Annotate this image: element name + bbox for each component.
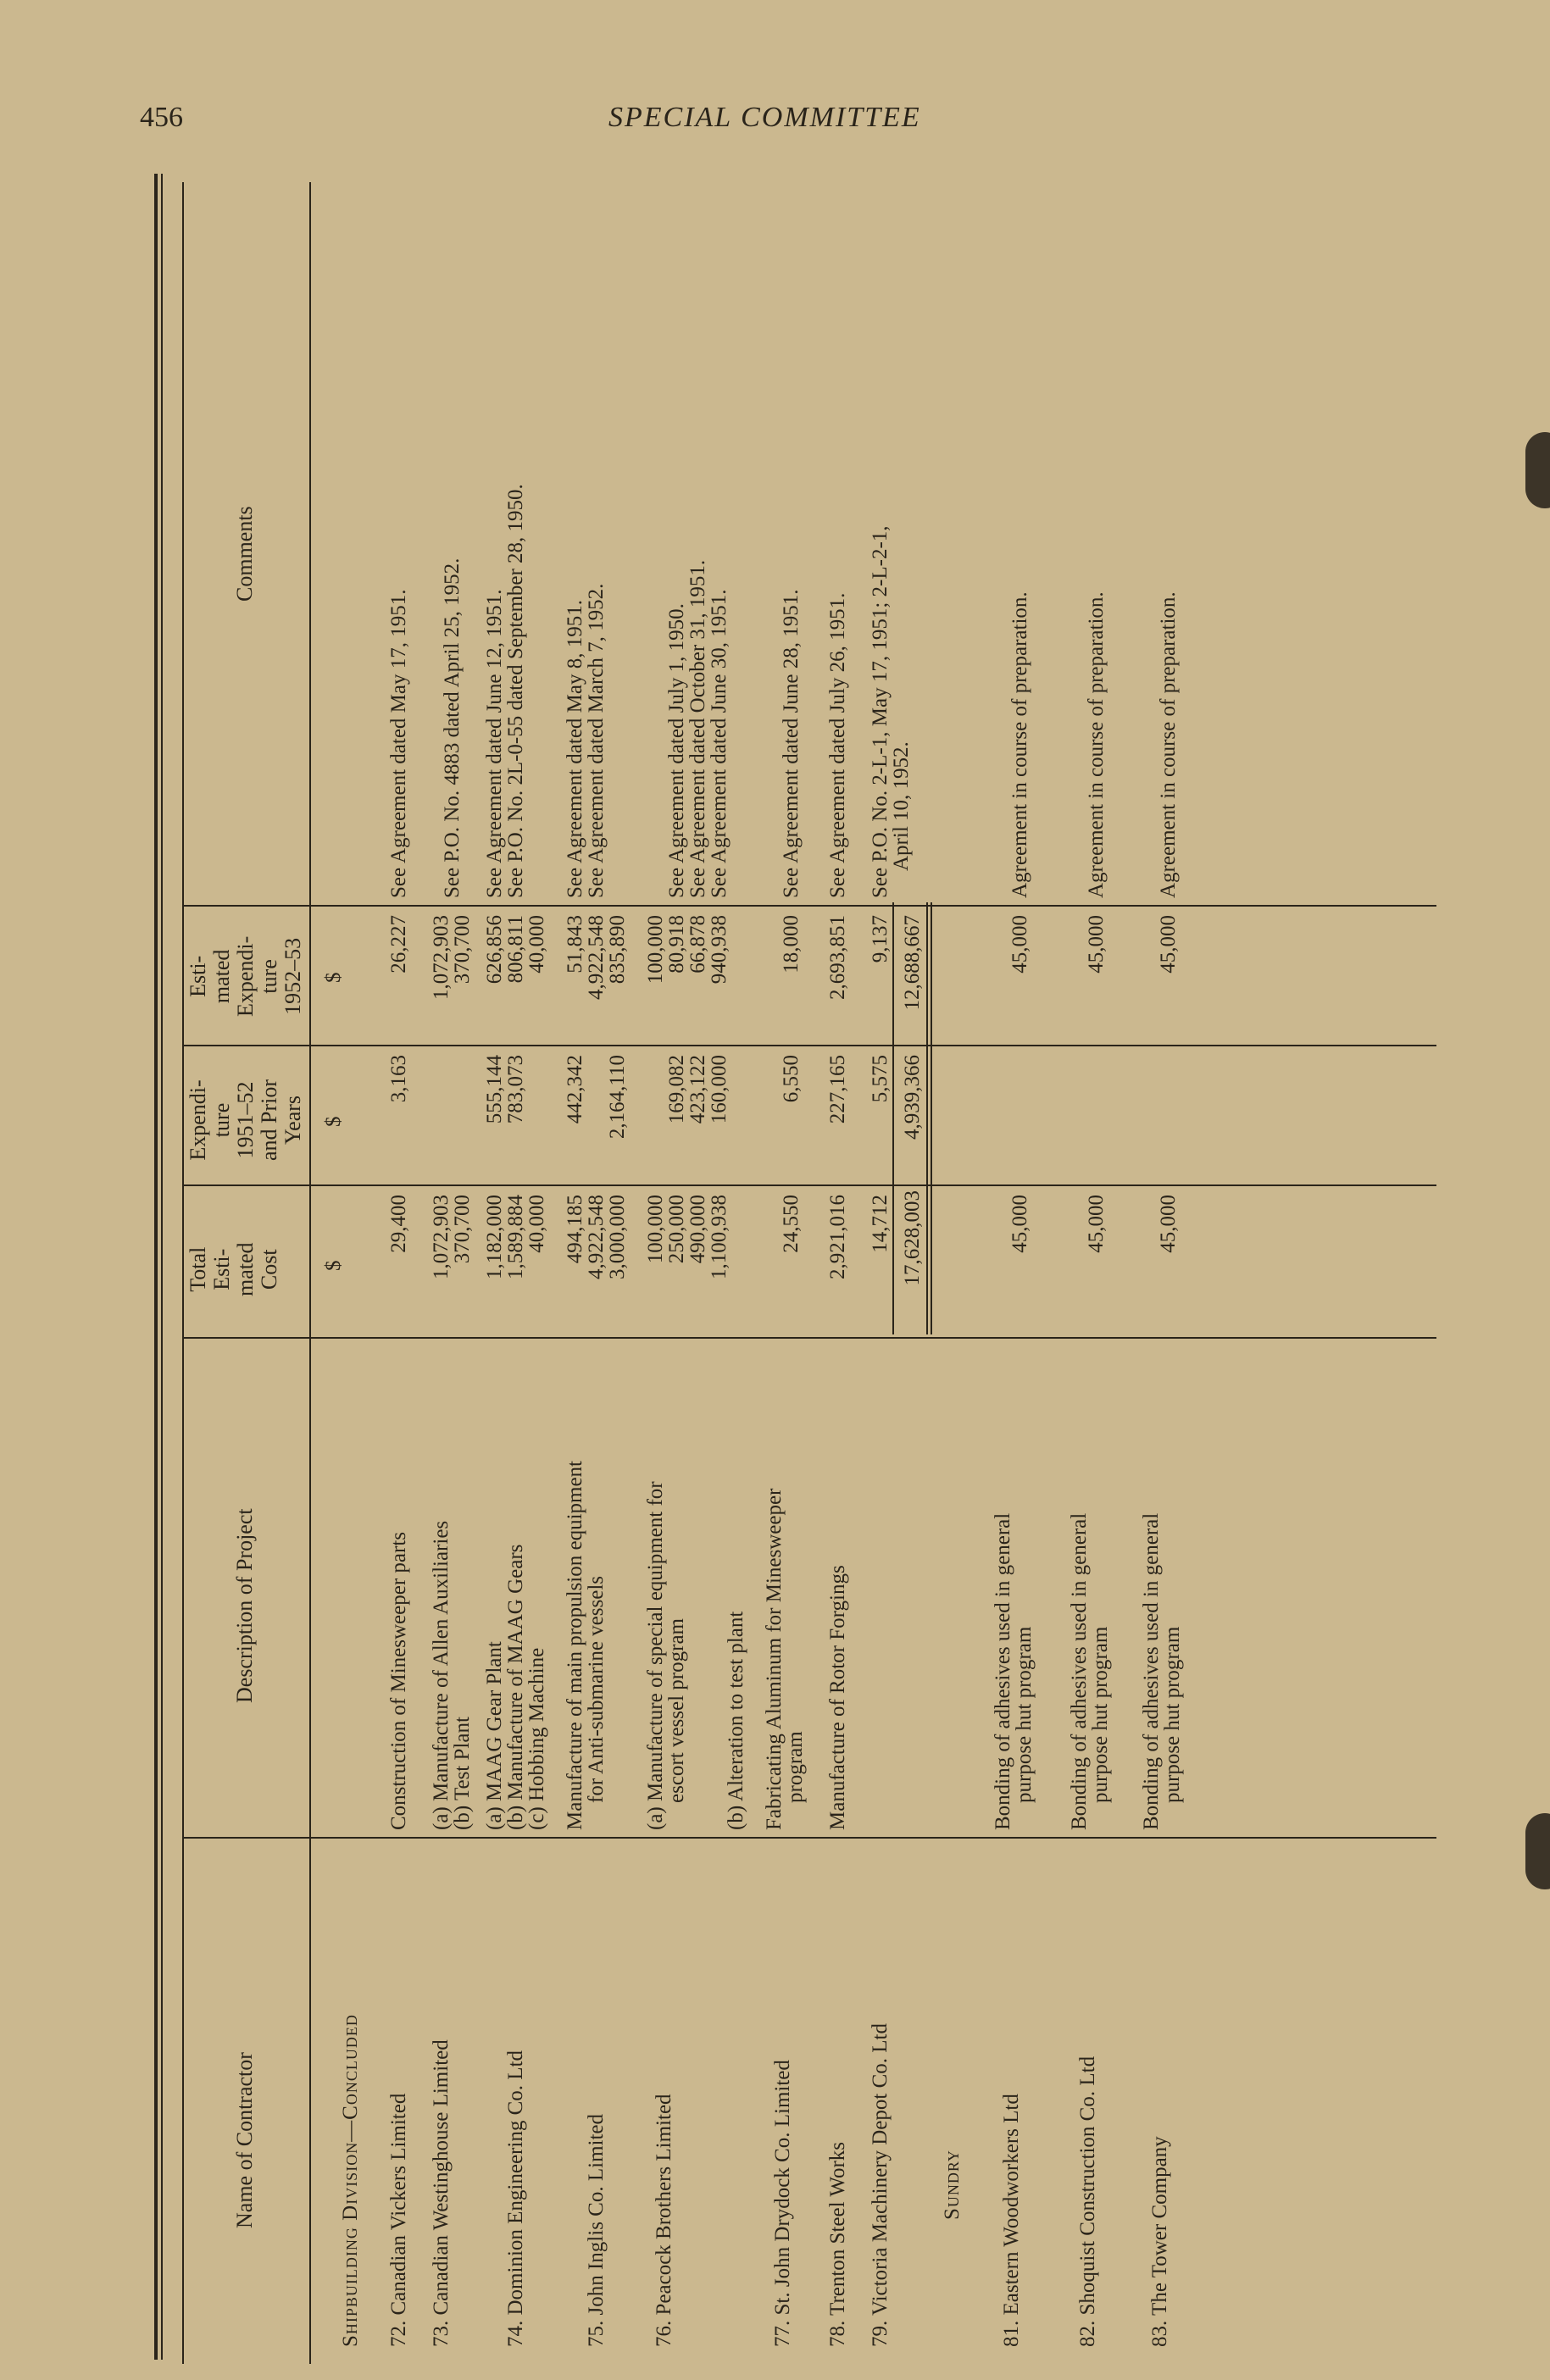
est-74b: 806,811: [504, 915, 527, 984]
header-expenditure: [186, 1079, 305, 1161]
col-sep-expenditure: [182, 1045, 1436, 1046]
header-est-line: mated: [209, 949, 234, 1004]
totals-rule-bottom2: [931, 902, 932, 1334]
header-est-line: ture: [257, 959, 281, 994]
contractor-76: 76. Peacock Brothers Limited: [653, 2094, 675, 2347]
header-total-line: mated: [233, 1242, 258, 1296]
col-sep-estimated: [182, 905, 1436, 907]
est-83: 45,000: [1157, 915, 1180, 974]
exp-74b: 783,073: [504, 1055, 527, 1124]
est-76d: 940,938: [708, 915, 731, 985]
col-sep-contractor: [182, 1837, 1436, 1839]
est-sum: 12,688,667: [901, 915, 924, 1011]
totals-rule-top: [892, 902, 894, 1334]
contractor-81: 81. Eastern Woodworkers Ltd: [1000, 2094, 1023, 2347]
total-75a: 494,185: [564, 1195, 586, 1264]
total-73a: 1,072,903: [430, 1195, 453, 1279]
contractor-73: 73. Canadian Westinghouse Limited: [430, 2039, 453, 2347]
desc-77-line1: Fabricating Aluminum for Minesweeper: [763, 1488, 786, 1830]
comment-83: Agreement in course of preparation.: [1157, 591, 1180, 898]
comment-78: See Agreement dated July 26, 1951.: [826, 592, 849, 898]
total-81: 45,000: [1008, 1195, 1031, 1253]
header-bottom-rule: [309, 182, 311, 2364]
header-exp-line: Years: [281, 1095, 305, 1145]
desc-74a: (a) MAAG Gear Plant: [483, 1641, 506, 1830]
total-76b: 250,000: [665, 1195, 688, 1264]
rotated-table: [165, 182, 1462, 2364]
desc-74b: (b) Manufacture of MAAG Gears: [504, 1544, 527, 1830]
comment-79-line1: See P.O. No. 2-L-1, May 17, 1951; 2-L-2-1,: [869, 525, 892, 898]
contractor-83: 83. The Tower Company: [1148, 2136, 1171, 2347]
comment-74b: See P.O. No. 2L-0-55 dated September 28, 1950.: [504, 484, 527, 898]
contractor-75: 75. John Inglis Co. Limited: [585, 2114, 608, 2347]
comment-79-line2: April 10, 1952.: [890, 741, 913, 871]
header-estimated: [186, 936, 305, 1017]
total-75c: 3,000,000: [606, 1195, 629, 1279]
desc-78: Manufacture of Rotor Forgings: [826, 1565, 849, 1830]
left-rule-thin: [161, 174, 163, 2360]
exp-75c: 2,164,110: [606, 1055, 629, 1140]
header-total-line: Total: [186, 1246, 210, 1292]
header-exp-line: Expendi-: [186, 1079, 210, 1161]
table-top-rule: [182, 182, 184, 2364]
header-est-line: 1952–53: [281, 937, 305, 1015]
desc-81-line1: Bonding of adhesives used in general: [992, 1512, 1014, 1830]
contractor-79: 79. Victoria Machinery Depot Co. Ltd: [869, 2023, 892, 2347]
total-78: 2,921,016: [826, 1195, 849, 1279]
total-74a: 1,182,000: [483, 1195, 506, 1279]
header-total: [186, 1242, 281, 1296]
est-78: 2,693,851: [826, 915, 849, 1000]
est-76c: 66,878: [686, 915, 709, 974]
contractor-82: 82. Shoquist Construction Co. Ltd: [1076, 2055, 1099, 2347]
comment-75a: See Agreement dated May 8, 1951.: [564, 600, 586, 898]
comment-72: See Agreement dated May 17, 1951.: [387, 589, 410, 898]
desc-82-line2: purpose hut program: [1089, 1626, 1112, 1803]
est-76b: 80,918: [665, 915, 688, 974]
binder-hole-lower: [1525, 1813, 1550, 1889]
est-75a: 51,843: [564, 915, 586, 974]
running-head: SPECIAL COMMITTEE: [608, 102, 921, 133]
desc-76a-line1: (a) Manufacture of special equipment for: [644, 1481, 667, 1830]
header-total-line: Esti-: [209, 1248, 234, 1290]
desc-72: Construction of Minesweeper parts: [387, 1531, 410, 1830]
total-82: 45,000: [1085, 1195, 1108, 1253]
est-81: 45,000: [1008, 915, 1031, 974]
desc-75-line2: for Anti-submarine vessels: [585, 1575, 608, 1803]
currency-est: $: [322, 972, 345, 983]
desc-82-line1: Bonding of adhesives used in general: [1068, 1512, 1091, 1830]
total-73b: 370,700: [451, 1195, 474, 1264]
binder-hole-upper: [1525, 432, 1550, 508]
header-comments: Comments: [232, 506, 257, 602]
header-contractor: Name of Contractor: [232, 2052, 257, 2228]
exp-74a: 555,144: [483, 1055, 506, 1124]
header-description: Description of Project: [232, 1508, 257, 1703]
desc-83-line2: purpose hut program: [1161, 1626, 1184, 1803]
section-sundry: [941, 2150, 964, 2220]
est-77: 18,000: [780, 915, 803, 974]
exp-sum: 4,939,366: [901, 1055, 924, 1140]
total-74b: 1,589,884: [504, 1195, 527, 1279]
header-exp-line: and Prior: [257, 1079, 281, 1161]
exp-78: 227,165: [826, 1055, 849, 1124]
comment-82: Agreement in course of preparation.: [1085, 591, 1108, 898]
desc-83-line1: Bonding of adhesives used in general: [1140, 1512, 1163, 1830]
desc-81-line2: purpose hut program: [1013, 1626, 1036, 1803]
est-73b: 370,700: [451, 915, 474, 985]
section-shipbuilding: [339, 2014, 363, 2347]
total-79: 14,712: [869, 1195, 892, 1253]
desc-76a-line2: escort vessel program: [665, 1618, 688, 1803]
exp-79: 5,575: [869, 1055, 892, 1103]
desc-76b: (b) Alteration to test plant: [725, 1611, 747, 1830]
comment-76b: See Agreement dated October 31, 1951.: [686, 559, 709, 898]
contractor-74: 74. Dominion Engineering Co. Ltd: [504, 2050, 527, 2347]
section-sundry-label: Sundry: [941, 2150, 964, 2220]
section-shipbuilding-label: Shipbuilding Division—Concluded: [339, 2014, 362, 2347]
page-number: 456: [140, 102, 183, 133]
comment-73: See P.O. No. 4883 dated April 25, 1952.: [441, 558, 464, 898]
exp-75a: 442,342: [564, 1055, 586, 1124]
desc-73a: (a) Manufacture of Allen Auxiliaries: [430, 1520, 453, 1830]
est-74a: 626,856: [483, 915, 506, 985]
header-total-line: Cost: [257, 1249, 281, 1290]
total-77: 24,550: [780, 1195, 803, 1253]
est-76a: 100,000: [644, 915, 667, 985]
total-83: 45,000: [1157, 1195, 1180, 1253]
desc-77-line2: program: [784, 1731, 807, 1803]
total-74c: 40,000: [525, 1195, 548, 1253]
comment-74a: See Agreement dated June 12, 1951.: [483, 589, 506, 898]
comment-77: See Agreement dated June 28, 1951.: [780, 589, 803, 898]
total-72: 29,400: [387, 1195, 410, 1253]
col-sep-total: [182, 1184, 1436, 1186]
exp-72: 3,163: [387, 1055, 410, 1103]
total-76a: 100,000: [644, 1195, 667, 1264]
col-sep-description: [182, 1337, 1436, 1339]
est-74c: 40,000: [525, 915, 548, 974]
exp-76b: 169,082: [665, 1055, 688, 1124]
desc-74c: (c) Hobbing Machine: [525, 1647, 548, 1830]
currency-total: $: [322, 1260, 345, 1271]
totals-rule-bottom: [926, 902, 928, 1334]
total-75b: 4,922,548: [585, 1195, 608, 1279]
comment-75b: See Agreement dated March 7, 1952.: [585, 583, 608, 898]
desc-75-line1: Manufacture of main propulsion equipment: [564, 1461, 586, 1830]
exp-77: 6,550: [780, 1055, 803, 1103]
est-75b: 4,922,548: [585, 915, 608, 1000]
est-79: 9,137: [869, 915, 892, 963]
comment-81: Agreement in course of preparation.: [1008, 591, 1031, 898]
total-sum: 17,628,003: [901, 1190, 924, 1286]
total-76d: 1,100,938: [708, 1195, 731, 1279]
est-72: 26,227: [387, 915, 410, 974]
comment-76a: See Agreement dated July 1, 1950.: [665, 603, 688, 898]
header-est-line: Esti-: [186, 955, 210, 997]
header-exp-line: ture: [209, 1102, 234, 1138]
total-76c: 490,000: [686, 1195, 709, 1264]
exp-76d: 160,000: [708, 1055, 731, 1124]
est-73a: 1,072,903: [430, 915, 453, 1000]
est-75c: 835,890: [606, 915, 629, 985]
exp-76c: 423,122: [686, 1055, 709, 1124]
left-rule: [154, 174, 158, 2360]
comment-76c: See Agreement dated June 30, 1951.: [708, 589, 731, 898]
currency-exp: $: [322, 1116, 345, 1127]
contractor-78: 78. Trenton Steel Works: [826, 2142, 849, 2347]
header-est-line: Expendi-: [233, 935, 258, 1017]
contractor-77: 77. St. John Drydock Co. Limited: [771, 2060, 794, 2347]
contractor-72: 72. Canadian Vickers Limited: [387, 2093, 410, 2347]
desc-73b: (b) Test Plant: [451, 1717, 474, 1830]
est-82: 45,000: [1085, 915, 1108, 974]
header-exp-line: 1951–52: [233, 1081, 258, 1159]
